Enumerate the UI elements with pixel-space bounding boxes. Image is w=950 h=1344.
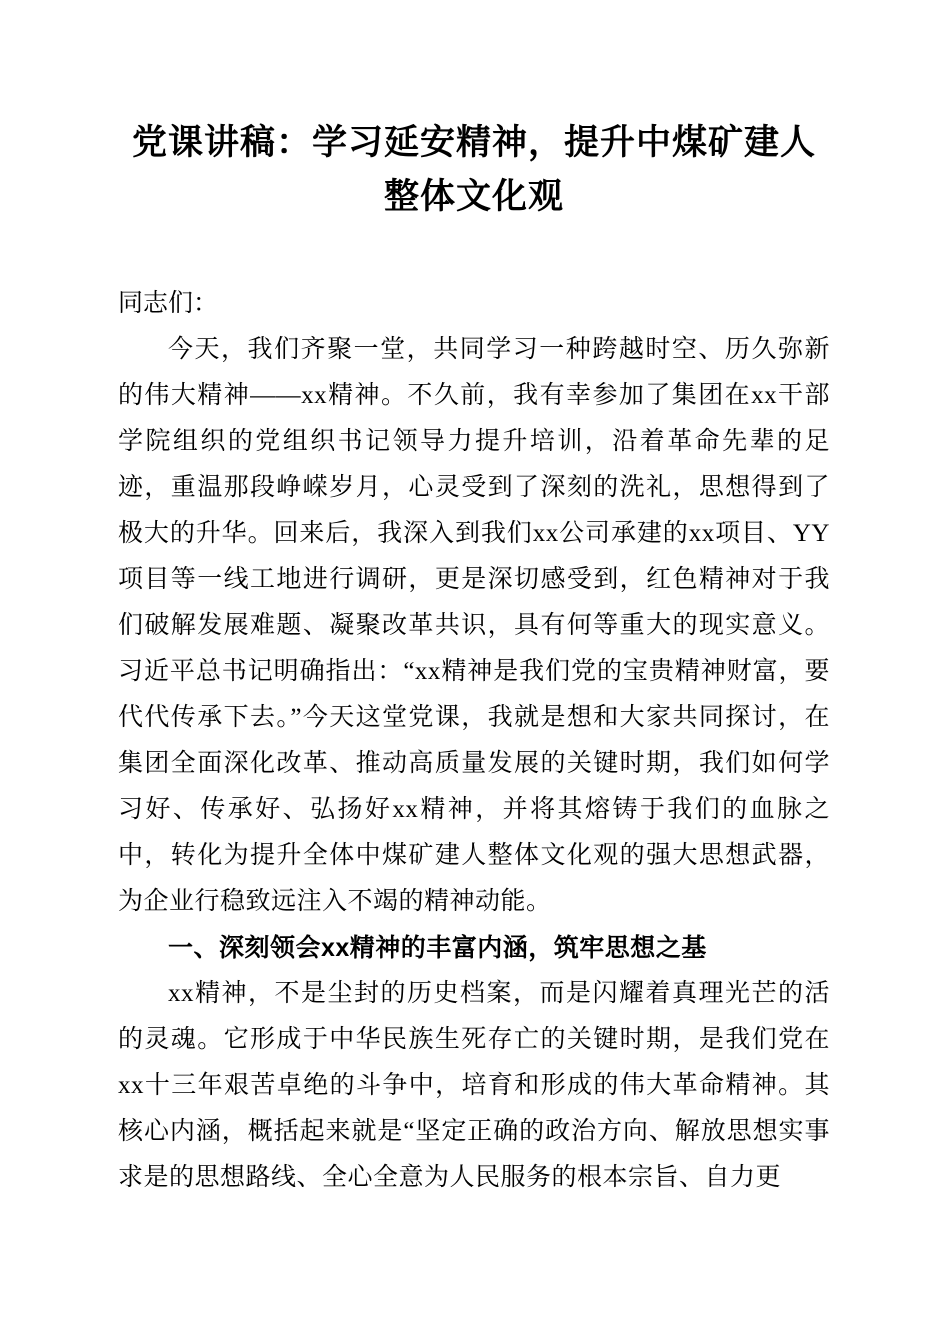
document-title: 党课讲稿：学习延安精神，提升中煤矿建人整体文化观 xyxy=(131,123,816,217)
salutation: 同志们： xyxy=(118,289,219,317)
paragraph-1: 今天，我们齐聚一堂，共同学习一种跨越时空、历久弥新的伟大精神——xx精神。不久前，我有幸参加了集团在xx干部学院组织的党组织书记领导力提升培训，沿着革命先辈的足迹，重温那段峥嵘岁月，心灵受到了深刻的洗礼，思想得到了极大的升华。回来后，我深入到我们xx公司承建的xx项目、YY项目等一线工地进行调研，更是深切感受到，红色精神对于我们破解发展难题、凝聚改革共识，具有何等重大的现实意义。习近平总书记明确指出：“xx精神是我们党的宝贵精神财富，要代代传承下去。”今天这堂党课，我就是想和大家共同探讨，在集团全面深化改革、推动高质量发展的关键时期，我们如何学习好、传承好、弘扬好xx精神，并将其熔铸于我们的血脉之中，转化为提升全体中煤矿建人整体文化观的强大思想武器，为企业行稳致远注入不竭的精神动能。 xyxy=(118,335,830,915)
paragraph-2: xx精神，不是尘封的历史档案，而是闪耀着真理光芒的活的灵魂。它形成于中华民族生死存亡的关键时期，是我们党在xx十三年艰苦卓绝的斗争中，培育和形成的伟大革命精神。其核心内涵，概括起来就是“坚定正确的政治方向、解放思想实事求是的思想路线、全心全意为人民服务的根本宗旨、自力更 xyxy=(118,979,830,1191)
section-heading-1: 一、深刻领会xx精神的丰富内涵，筑牢思想之基 xyxy=(168,933,707,962)
